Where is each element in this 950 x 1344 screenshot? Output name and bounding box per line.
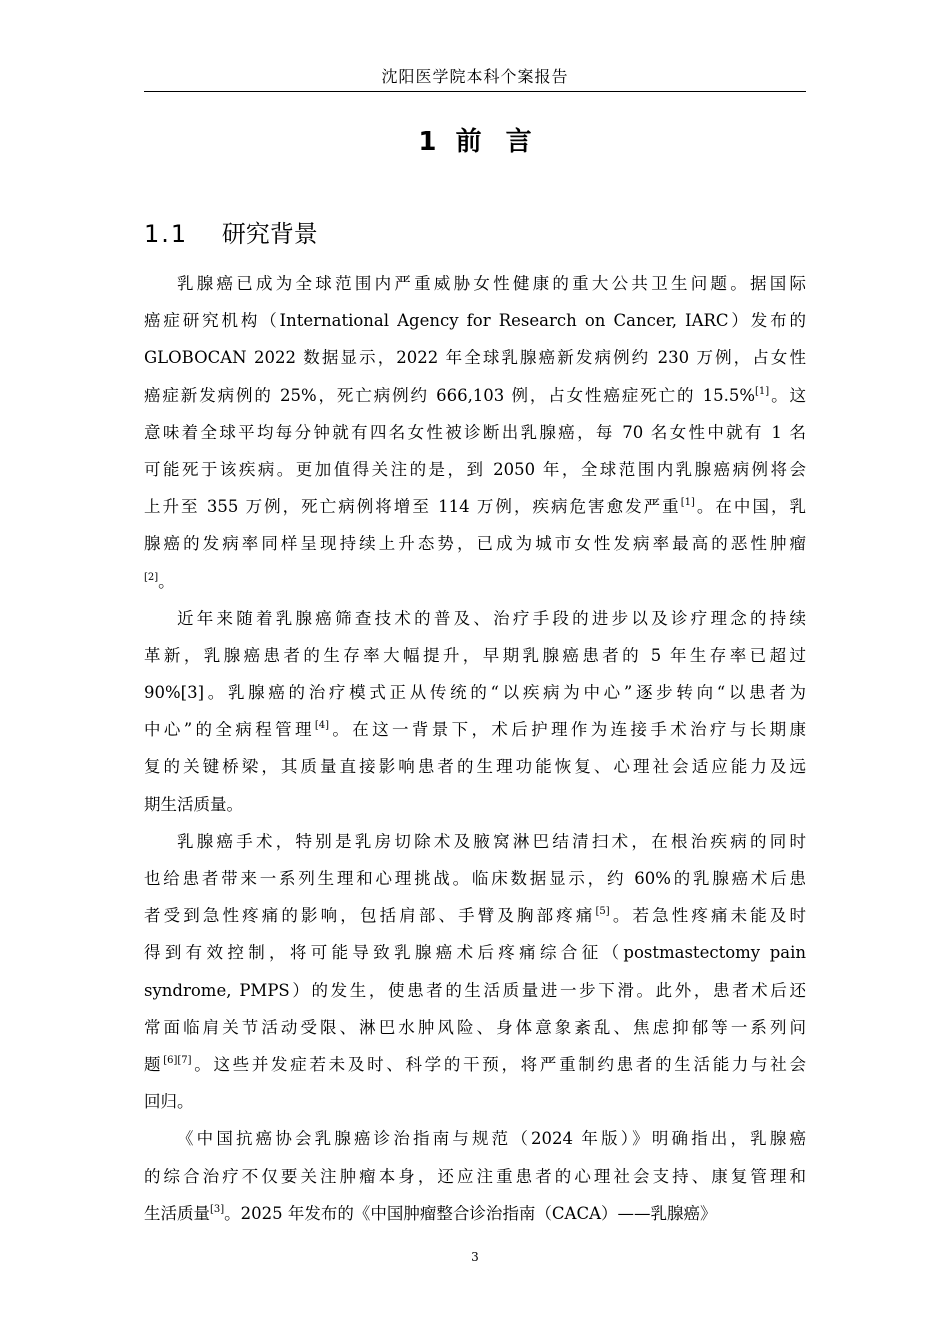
text-line xyxy=(144,748,806,785)
body-paragraph xyxy=(144,600,806,823)
line-text: 题 xyxy=(144,1054,164,1074)
citation-superscript: [5] xyxy=(595,906,610,918)
body-paragraph xyxy=(144,823,806,1121)
citation-superscript: [3] xyxy=(210,1203,225,1215)
text-line xyxy=(144,414,806,451)
line-text: 癌症新发病例的 25%，死亡病例约 666,103 例，占女性癌症死亡的 15.5% xyxy=(144,385,756,405)
text-line xyxy=(144,674,806,711)
line-text: 复的关键桥梁，其质量直接影响患者的生理功能恢复、心理社会适应能力及远 xyxy=(144,757,806,777)
text-line xyxy=(144,786,806,823)
text-line xyxy=(144,897,806,934)
line-text: 近年来随着乳腺癌筛查技术的普及、治疗手段的进步以及诊疗理念的持续 xyxy=(177,608,806,628)
line-text: 上升至 355 万例，死亡病例将增至 114 万例，疾病危害愈发严重 xyxy=(144,497,681,517)
line-text: 可能死于该疾病。更加值得关注的是，到 2050 年，全球范围内乳腺癌病例将会 xyxy=(144,459,806,479)
text-line xyxy=(144,488,806,525)
line-text-after-citation: 。这些并发症若未及时、科学的干预，将严重制约患者的生活能力与社会 xyxy=(191,1054,807,1074)
line-text: 意味着全球平均每分钟就有四名女性被诊断出乳腺癌，每 70 名女性中就有 1 名 xyxy=(144,422,806,442)
text-line xyxy=(144,711,806,748)
line-text: 90%[3]。乳腺癌的治疗模式正从传统的“以疾病为中心”逐步转向“以患者为 xyxy=(144,683,806,703)
text-line xyxy=(144,972,806,1009)
text-line xyxy=(144,563,806,600)
line-text: 癌症研究机构（International Agency for Research on Cancer, IARC）发布的 xyxy=(144,311,806,331)
line-text: 得到有效控制，将可能导致乳腺癌术后疼痛综合征（postmastectomy pain xyxy=(144,943,806,963)
chapter-title xyxy=(144,122,806,162)
text-line xyxy=(144,1083,806,1120)
line-text: 也给患者带来一系列生理和心理挑战。临床数据显示，约 60%的乳腺癌术后患 xyxy=(144,869,806,888)
chapter-title-text: 前言 xyxy=(455,127,556,157)
text-line xyxy=(144,1158,806,1195)
text-line xyxy=(144,1046,806,1083)
citation-superscript: [1] xyxy=(680,497,695,509)
line-text: 期生活质量。 xyxy=(144,794,243,814)
line-text: GLOBOCAN 2022 数据显示，2022 年全球乳腺癌新发病例约 230 万例，占女性 xyxy=(144,348,806,368)
line-text: 生活质量 xyxy=(144,1203,210,1223)
body-text xyxy=(144,265,806,1232)
body-paragraph xyxy=(144,1120,806,1232)
text-line xyxy=(144,1120,806,1157)
citation-superscript: [2] xyxy=(144,571,159,583)
text-line xyxy=(144,1009,806,1046)
line-text: 的综合治疗不仅要关注肿瘤本身，还应注重患者的心理社会支持、康复管理和 xyxy=(144,1166,806,1186)
text-line xyxy=(144,934,806,971)
header-rule xyxy=(144,91,806,92)
line-text: 中心”的全病程管理 xyxy=(144,720,315,740)
citation-superscript: [1] xyxy=(755,385,770,397)
text-line xyxy=(144,637,806,674)
line-text-after-citation: 。在中国，乳 xyxy=(694,497,807,517)
text-line xyxy=(144,377,806,414)
text-line xyxy=(144,600,806,637)
line-text-after-citation: 。 xyxy=(158,571,175,591)
chapter-number: 1 xyxy=(418,127,437,157)
text-line xyxy=(144,1195,806,1232)
running-header: 沈阳医学院本科个案报告 xyxy=(381,67,569,86)
line-text: 《中国抗癌协会乳腺癌诊治指南与规范（2024 年版）》明确指出，乳腺癌 xyxy=(177,1129,806,1149)
line-text-after-citation: 。在这一背景下，术后护理作为连接手术治疗与长期康 xyxy=(329,720,807,740)
text-line xyxy=(144,339,806,376)
line-text-after-citation: 。若急性疼痛未能及时 xyxy=(609,906,807,926)
line-text: 腺癌的发病率同样呈现持续上升态势，已成为城市女性发病率最高的恶性肿瘤 xyxy=(144,534,806,554)
line-text: 常面临肩关节活动受限、淋巴水肿风险、身体意象紊乱、焦虑抑郁等一系列问 xyxy=(144,1017,806,1037)
section-title: 研究背景 xyxy=(221,220,318,248)
line-text: 回归。 xyxy=(144,1092,194,1112)
line-text: 革新，乳腺癌患者的生存率大幅提升，早期乳腺癌患者的 5 年生存率已超过 xyxy=(144,645,806,665)
text-line xyxy=(144,823,806,860)
line-text-after-citation: 。2025 年发布的《中国肿瘤整合诊治指南（CACA）——乳腺癌》 xyxy=(224,1203,717,1223)
page-number: 3 xyxy=(471,1250,479,1264)
citation-superscript: [4] xyxy=(314,720,329,732)
text-line xyxy=(144,525,806,562)
line-text: 乳腺癌手术，特别是乳房切除术及腋窝淋巴结清扫术，在根治疾病的同时 xyxy=(177,831,806,851)
text-line xyxy=(144,265,806,302)
text-line xyxy=(144,860,806,897)
text-line xyxy=(144,451,806,488)
line-text-after-citation: 。这 xyxy=(769,385,807,405)
line-text: syndrome, PMPS）的发生，使患者的生活质量进一步下滑。此外，患者术后还 xyxy=(144,980,806,1000)
section-number: 1.1 xyxy=(144,220,189,248)
section-heading xyxy=(144,216,318,252)
text-line xyxy=(144,302,806,339)
line-text: 者受到急性疼痛的影响，包括肩部、手臂及胸部疼痛 xyxy=(144,906,596,926)
citation-superscript: [6][7] xyxy=(163,1054,192,1066)
body-paragraph xyxy=(144,265,806,600)
line-text: 乳腺癌已成为全球范围内严重威胁女性健康的重大公共卫生问题。据国际 xyxy=(177,274,806,293)
